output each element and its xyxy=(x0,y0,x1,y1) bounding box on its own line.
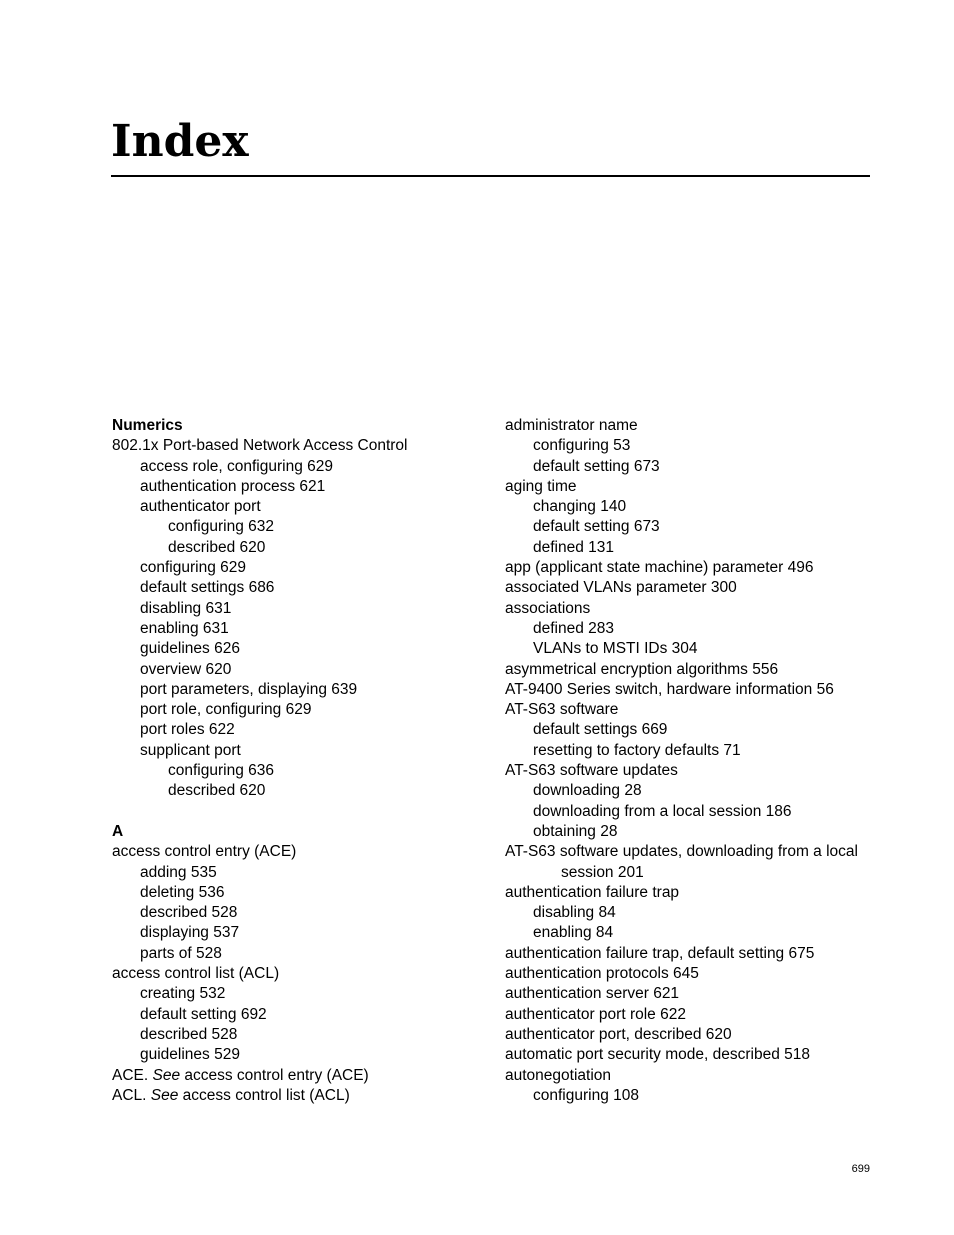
index-subentry: defined 131 xyxy=(533,538,615,556)
index-entry: authentication protocols 645 xyxy=(505,965,699,983)
section-gap xyxy=(112,802,492,822)
index-subentry: configuring 636 xyxy=(168,762,274,780)
index-subentry: authentication process 621 xyxy=(140,477,326,495)
index-subentry: configuring 629 xyxy=(140,559,246,577)
index-entry: AT-S63 software updates, downloading from a local xyxy=(505,843,858,861)
index-entry: access control list (ACL) xyxy=(112,965,280,983)
index-subentry: enabling 631 xyxy=(140,619,229,637)
index-subentry: adding 535 xyxy=(140,863,217,881)
index-entry: autonegotiation xyxy=(505,1066,612,1084)
index-entry: app (applicant state machine) parameter 496 xyxy=(505,559,814,577)
index-entry: authentication failure trap xyxy=(505,883,680,901)
see-target: access control entry (ACE) xyxy=(180,1066,369,1084)
index-subentry: defined 283 xyxy=(533,619,615,637)
index-entry: authentication server 621 xyxy=(505,985,680,1003)
index-entry: aging time xyxy=(505,477,577,495)
index-subentry: port roles 622 xyxy=(140,721,235,739)
page-title: Index xyxy=(111,116,249,167)
index-entry xyxy=(112,1086,492,1106)
index-section-heading: Numerics xyxy=(112,417,183,434)
index-subentry: VLANs to MSTI IDs 304 xyxy=(533,640,698,658)
index-subentry: enabling 84 xyxy=(533,924,614,942)
index-subentry: port parameters, displaying 639 xyxy=(140,680,358,698)
page-number: 699 xyxy=(851,1163,870,1175)
index-subentry: guidelines 626 xyxy=(140,640,240,658)
index-subentry: deleting 536 xyxy=(140,883,225,901)
index-subentry: described 528 xyxy=(140,1025,238,1043)
index-subentry: overview 620 xyxy=(140,660,232,678)
index-entry: authenticator port role 622 xyxy=(505,1005,686,1023)
see-reference: See xyxy=(150,1086,179,1104)
index-entry: access control entry (ACE) xyxy=(112,843,297,861)
index-subentry: default setting 692 xyxy=(140,1005,267,1023)
index-subentry: configuring 108 xyxy=(533,1086,639,1104)
see-reference: See xyxy=(152,1066,181,1084)
index-entry: AT-S63 software updates xyxy=(505,762,678,780)
index-entry: AT-9400 Series switch, hardware information 56 xyxy=(505,680,834,698)
index-subentry: configuring 53 xyxy=(533,437,631,455)
index-entry: automatic port security mode, described 518 xyxy=(505,1046,810,1064)
index-subentry: changing 140 xyxy=(533,498,627,516)
index-subentry: described 528 xyxy=(140,904,238,922)
index-subentry: obtaining 28 xyxy=(533,822,618,840)
index-subentry: disabling 631 xyxy=(140,599,232,617)
see-target: access control list (ACL) xyxy=(178,1086,350,1104)
index-subentry: parts of 528 xyxy=(140,944,222,962)
index-subentry: default setting 673 xyxy=(533,518,660,536)
index-subentry: default setting 673 xyxy=(533,457,660,475)
index-subentry: displaying 537 xyxy=(140,924,240,942)
index-entry: authentication failure trap, default setting 675 xyxy=(505,944,815,962)
index-entry: asymmetrical encryption algorithms 556 xyxy=(505,660,779,678)
entry-term: ACL. xyxy=(112,1086,151,1104)
index-entry: authenticator port, described 620 xyxy=(505,1025,732,1043)
index-subentry: supplicant port xyxy=(140,741,241,759)
title-rule xyxy=(111,175,870,177)
index-column-left xyxy=(112,416,492,1106)
index-subentry: downloading from a local session 186 xyxy=(533,802,792,820)
index-subentry: disabling 84 xyxy=(533,904,616,922)
index-entry: AT-S63 software xyxy=(505,701,619,719)
index-subentry: default settings 686 xyxy=(140,579,275,597)
index-subentry: guidelines 529 xyxy=(140,1046,240,1064)
index-entry: associations xyxy=(505,599,591,617)
index-subentry: described 620 xyxy=(168,538,266,556)
index-entry: administrator name xyxy=(505,417,638,434)
index-subentry: described 620 xyxy=(168,782,266,800)
index-subentry: port role, configuring 629 xyxy=(140,701,312,719)
index-subentry: configuring 632 xyxy=(168,518,274,536)
index-entry: session 201 xyxy=(561,863,644,881)
index-subentry: default settings 669 xyxy=(533,721,668,739)
entry-term: ACE. xyxy=(112,1066,153,1084)
index-subentry: authenticator port xyxy=(140,498,261,516)
index-subentry: downloading 28 xyxy=(533,782,642,800)
index-column-right xyxy=(505,416,875,1106)
index-subentry: access role, configuring 629 xyxy=(140,457,334,475)
index-entry: 802.1x Port-based Network Access Control xyxy=(112,437,408,455)
index-subentry: resetting to factory defaults 71 xyxy=(533,741,741,759)
index-section-heading: A xyxy=(112,822,124,840)
index-entry: associated VLANs parameter 300 xyxy=(505,579,737,597)
index-subentry: creating 532 xyxy=(140,985,226,1003)
index-entry xyxy=(112,1066,492,1086)
